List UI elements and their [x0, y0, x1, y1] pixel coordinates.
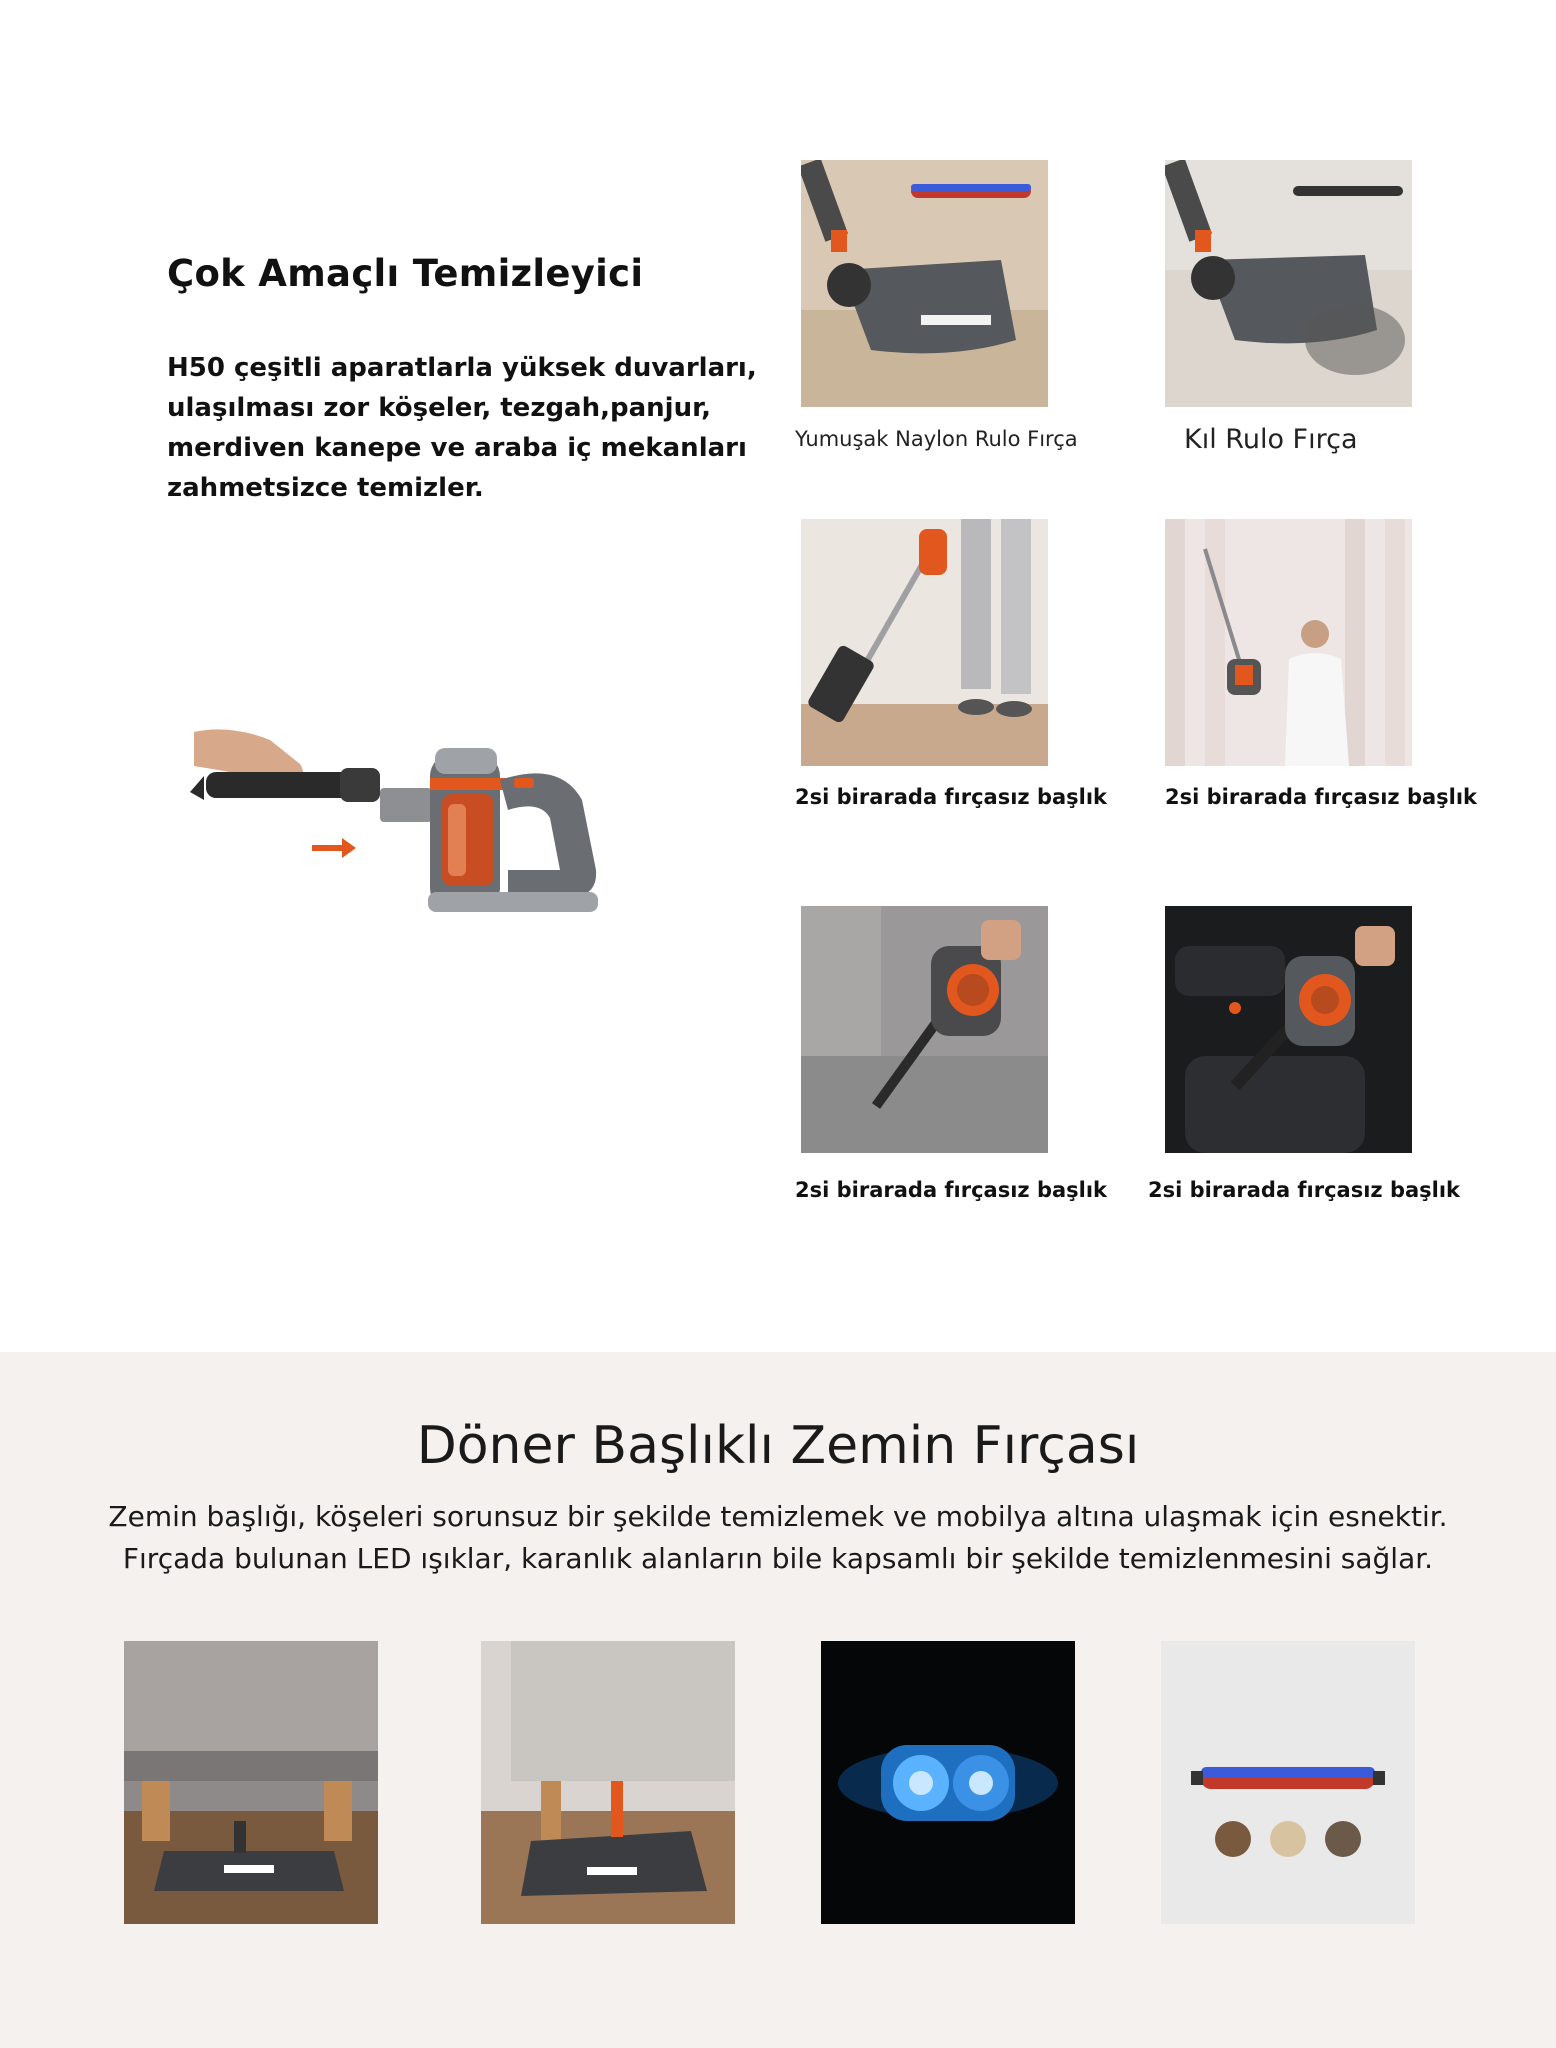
gallery-image-soft-roller	[801, 160, 1048, 407]
description-line: ulaşılması zor köşeler, tezgah,panjur,	[167, 393, 711, 423]
gallery-image-stick-vacuum-floor	[801, 519, 1048, 766]
gallery-image-bristle-roller	[1165, 160, 1412, 407]
brush-roll-debris-image	[1161, 1641, 1415, 1924]
floor-brush-line: Fırçada bulunan LED ışıklar, karanlık alanların bile kapsamlı bir şekilde temizlenmesini sağlar.	[122, 1542, 1434, 1575]
gallery-caption: 2si birarada fırçasız başlık	[795, 785, 1108, 809]
floor-brush-under-sofa-image	[124, 1641, 378, 1924]
description-line: zahmetsizce temizler.	[167, 473, 484, 503]
gallery-caption: 2si birarada fırçasız başlık	[1148, 1178, 1461, 1202]
floor-brush-description	[0, 1496, 1556, 1580]
section-heading: Çok Amaçlı Temizleyici	[167, 252, 644, 295]
floor-brush-title: Döner Başlıklı Zemin Fırçası	[416, 1416, 1140, 1476]
floor-brush-line: Zemin başlığı, köşeleri sorunsuz bir şekilde temizlemek ve mobilya altına ulaşmak için esnektir.	[108, 1500, 1448, 1533]
brush-motor-image	[821, 1641, 1075, 1924]
handheld-vacuum-image	[190, 720, 630, 950]
section-description	[167, 348, 767, 508]
gallery-caption: Kıl Rulo Fırça	[1184, 424, 1358, 455]
description-line: H50 çeşitli aparatlarla yüksek duvarları,	[167, 353, 757, 383]
gallery-image-sofa-cleaning	[801, 906, 1048, 1153]
gallery-image-car-interior	[1165, 906, 1412, 1153]
gallery-caption: 2si birarada fırçasız başlık	[795, 1178, 1108, 1202]
floor-brush-swivel-image	[481, 1641, 735, 1924]
gallery-image-stick-vacuum-curtain	[1165, 519, 1412, 766]
gallery-caption: Yumuşak Naylon Rulo Fırça	[795, 427, 1078, 451]
gallery-caption: 2si birarada fırçasız başlık	[1165, 785, 1478, 809]
description-line: merdiven kanepe ve araba iç mekanları	[167, 433, 747, 463]
